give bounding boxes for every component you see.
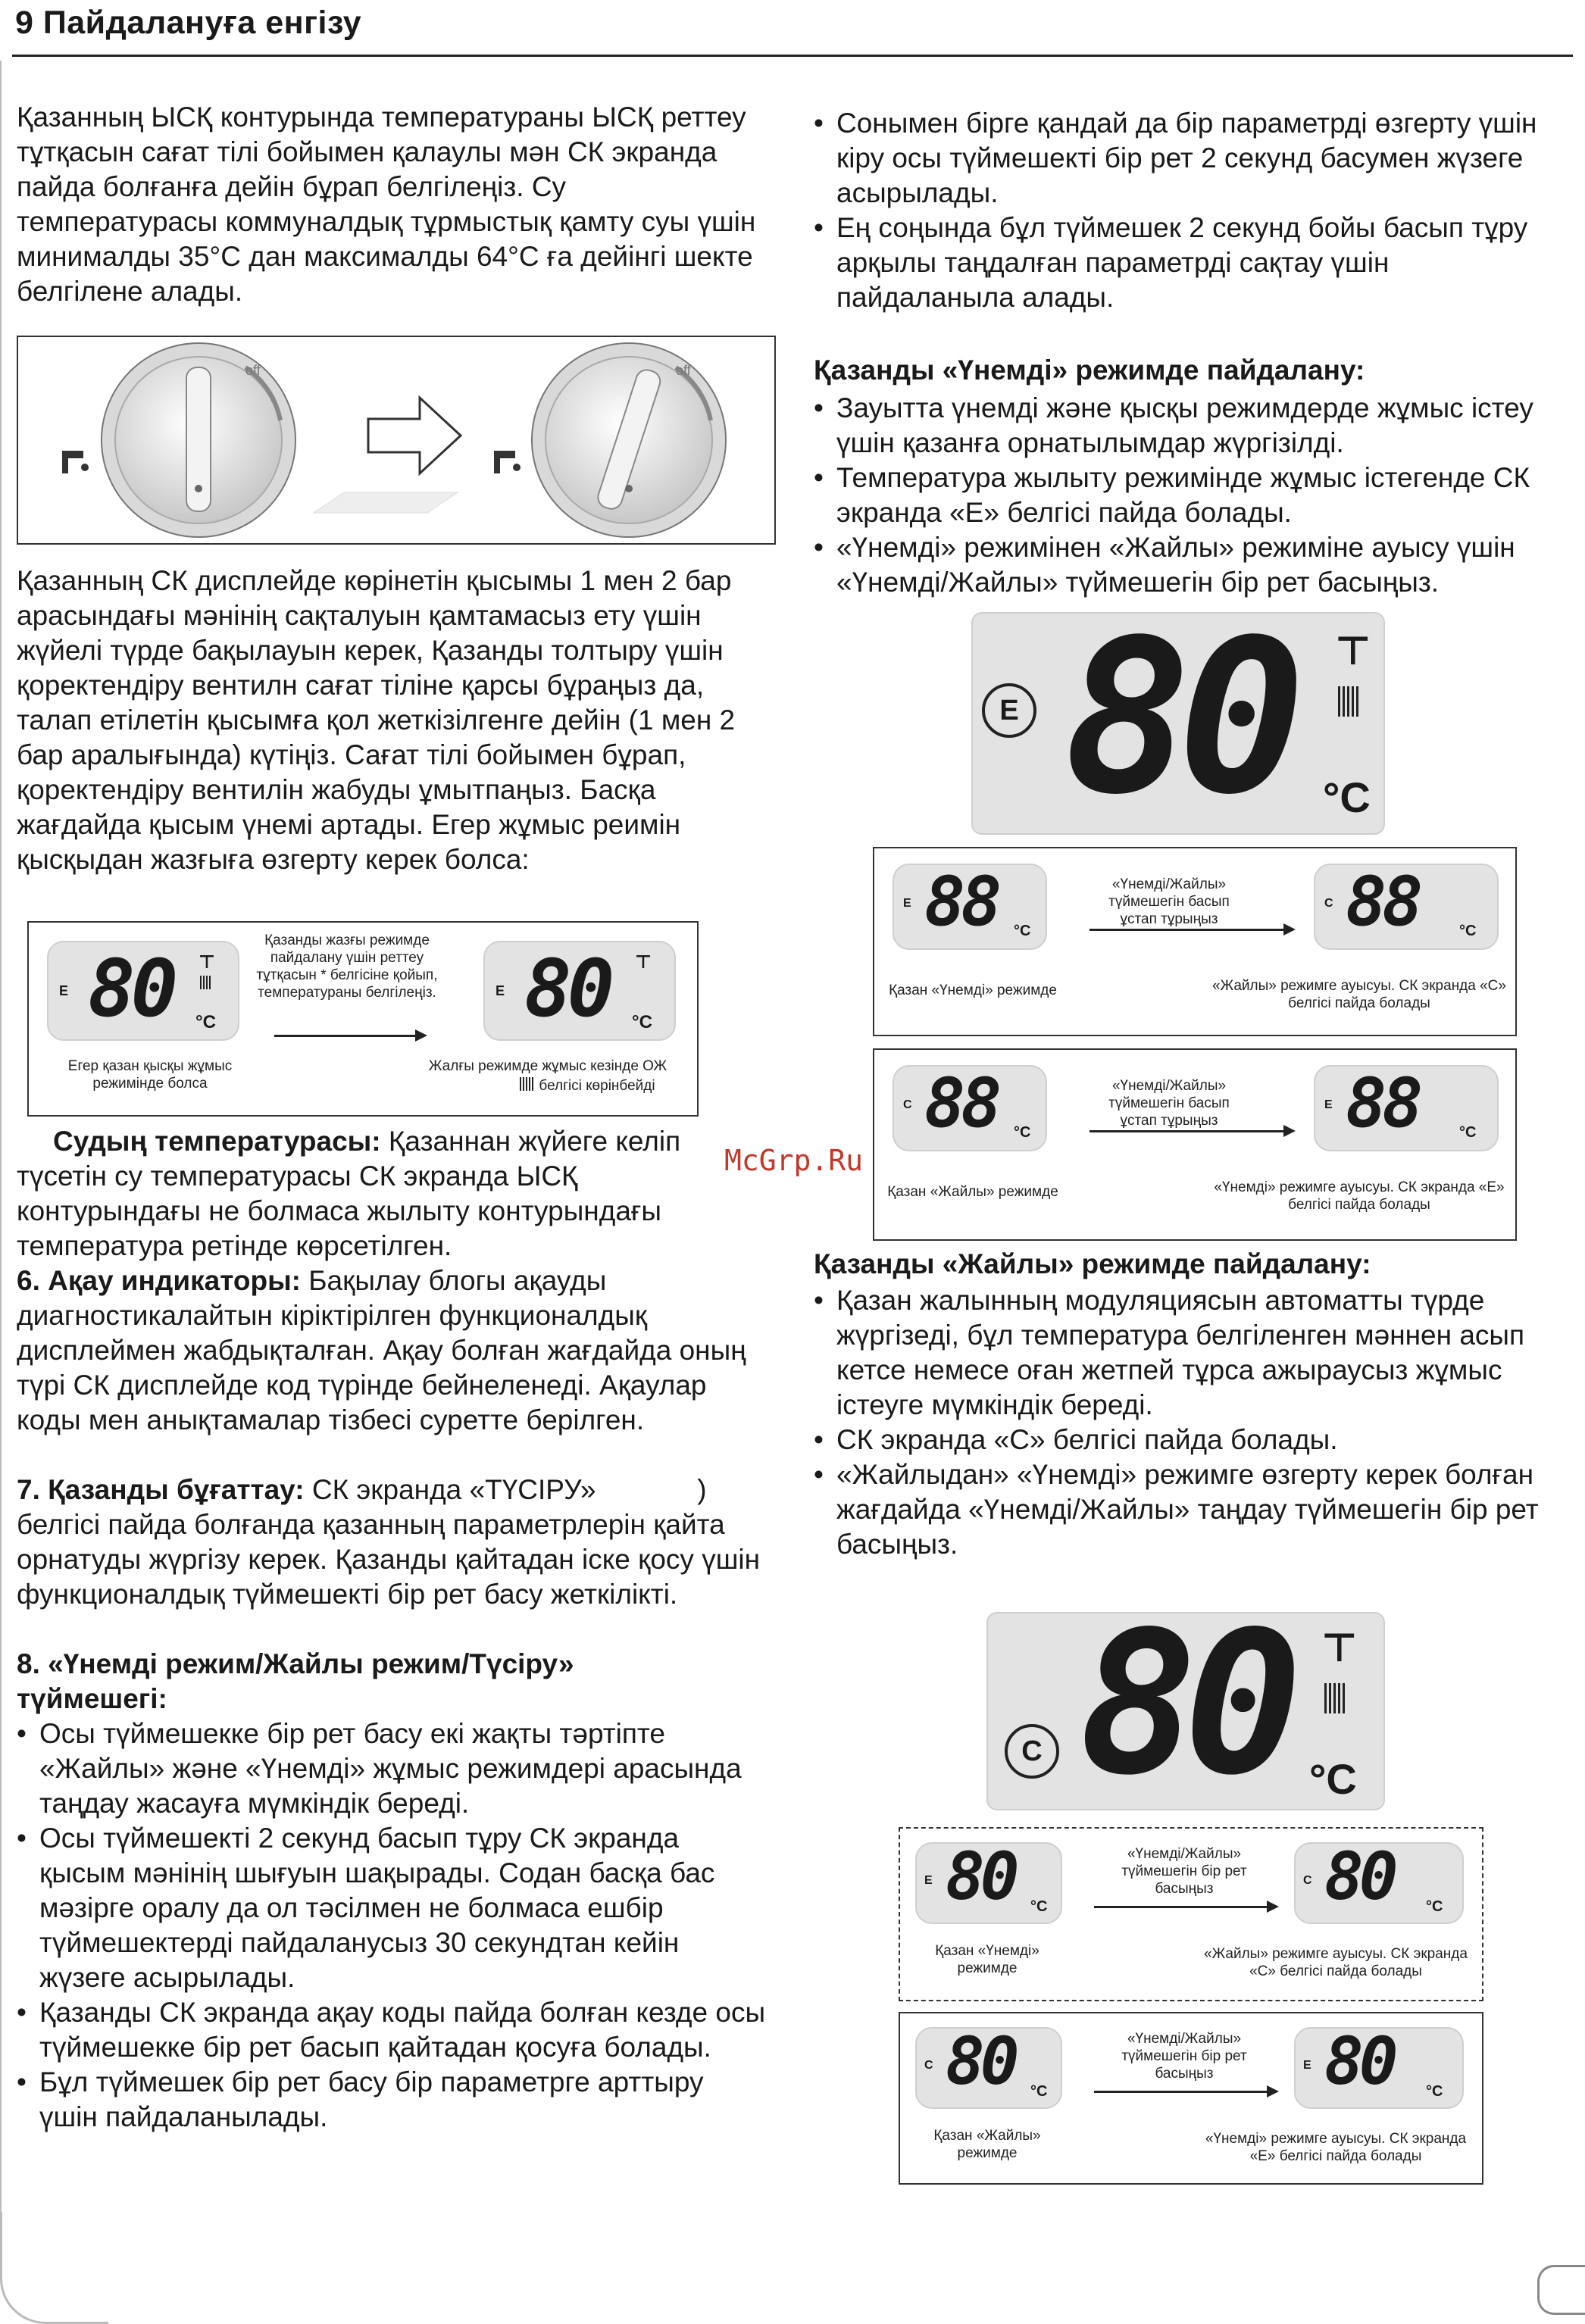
summer-caption: Жалғы режимде жұмыс кезінде ОЖ — [428, 1058, 667, 1074]
intro-paragraph: Қазанның ЫСҚ контурында температураны ЫСҚ реттеу тұтқасын сағат тілі бойымен қалаулы мән СК экранда пайда болғанға дейін бұрап белгілеңіз. Су температурасы коммуналдық тұрмыстық қамту суы үшін минималды 35°C дан максималды 64°C ға дейінгі шекте белгілене алады. — [17, 102, 756, 307]
lcd-right — [1294, 1839, 1464, 1924]
svg-text:off: off — [676, 363, 691, 378]
caption-left: Қазан «Жайлы» режимде — [933, 2128, 1041, 2161]
radiator-icon — [1338, 686, 1359, 717]
arrow-head — [1267, 1901, 1279, 1913]
lcd-value: 88 — [1346, 1064, 1419, 1143]
tap-icon: ⊤ — [199, 952, 215, 973]
lcd-value: 80 — [88, 942, 174, 1035]
lcd-left — [893, 1065, 1047, 1151]
bullet-item: • Бұл түймешек бір рет басу бір параметрге арттыру үшін пайдаланылады. — [17, 2065, 767, 2135]
winter-caption: Егер қазан қысқы жұмыс режимінде болса — [67, 1058, 233, 1092]
arrow-right-icon — [1094, 1906, 1268, 1908]
unit-label: °C — [1030, 1898, 1048, 1915]
economy-heading: Қазанды «Үнемді» режимде пайдалану: — [814, 355, 1365, 386]
lcd-right — [1294, 2024, 1464, 2109]
lcd-display-right — [483, 941, 676, 1041]
lcd-value: 80 — [946, 2024, 1015, 2100]
lcd-display-left — [47, 941, 239, 1041]
bullet-item: • Температура жылыту режимінде жұмыс істегенде СК экранда «Е» белгісі пайда болады. — [814, 461, 1564, 530]
mode-switch-figure-a-2 — [873, 1048, 1517, 1241]
fault-indicator-label: 6. Ақау индикаторы: — [17, 1265, 301, 1296]
mode-indicator: E — [496, 983, 505, 998]
page-frame-line — [0, 61, 11, 2242]
mode-badge: E — [982, 683, 1036, 738]
caption-right: «Үнемді» режимге ауысуы. СК экранда «Е» белгісі пайда болады — [1214, 1179, 1505, 1213]
unit-label: °C — [1459, 1124, 1477, 1141]
knob-right — [532, 343, 726, 537]
tap-icon: ⊤ — [1335, 629, 1371, 673]
big-lcd-economy — [971, 595, 1385, 842]
unit-label: °C — [1014, 1124, 1031, 1141]
caption-right: «Үнемді» режимге ауысуы. СК экранда «Е» белгісі пайда болады — [1205, 2131, 1467, 2164]
mode-indicator: E — [924, 1874, 933, 1887]
arrow-label: «Үнемді/Жайлы» түймешегін басып ұстап тұрыңыз — [1108, 1078, 1230, 1129]
bullet-item: • Осы түймешекті 2 секунд басып тұру СК экранда қысым мәнінің шығуын шақырады. Содан басқа бас мәзірге оралу да ол тәсілмен не болмаса ешбір түймешектерді пайдаланусыз 30 секундтан кейін жүзеге асырылады. — [17, 1821, 767, 1995]
bullet-item: • Ең соңында бұл түймешек 2 секунд бойы басып тұру арқылы таңдалған параметрді сақтау үшін пайдаланыла алады. — [814, 211, 1564, 315]
mode-indicator: C — [1324, 897, 1333, 910]
fault-indicator-text: Бақылау блогы ақауды диагностикалайтын кіріктірілген функционалдық дисплеймен жабдықталған. Ақау болған жағдайда оның түрі СК дисплейде код түрінде бейнеленеді. Ақаулар коды мен анықтамалар тізбесі суретте берілген. — [17, 1265, 746, 1435]
bullet-item: • Қазанды СК экранда ақау коды пайда болған кезде осы түймешекке бір рет басып қайтадан қосуға болады. — [17, 1995, 767, 2065]
arrow-right-icon — [1089, 1130, 1285, 1132]
arrow-head — [1283, 1125, 1296, 1137]
lcd-left — [915, 1839, 1062, 1924]
mode-indicator: E — [903, 897, 911, 910]
boiler-lock-text: СК экранда «ТҮСІРУ» ) белгісі пайда болғанда қазанның параметрлерін қайта орнатуды жүргізу керек. Қазанды қайтадан іске қосу үшін функционалдық түймешекті бір рет басу жеткілікті. — [17, 1474, 761, 1610]
comfort-heading: Қазанды «Жайлы» режимде пайдалану: — [814, 1248, 1371, 1279]
summer-note: Қазанды жазғы режимде пайдалану үшін реттеу тұтқасын * белгісіне қойып, температураны белгілеңіз. — [256, 932, 438, 1001]
unit-label: °C — [1459, 923, 1477, 939]
button-section-heading: 8. «Үнемді режим/Жайлы режим/Түсіру» түймешегі: — [17, 1648, 574, 1714]
page-corner-tab — [1537, 2265, 1585, 2315]
arrow-head — [1267, 2085, 1279, 2098]
bullet-item: • «Үнемді» режимінен «Жайлы» режиміне ауысу үшін «Үнемді/Жайлы» түймешегін бір рет басыңыз. — [814, 530, 1564, 600]
page-corner-arc — [0, 2212, 108, 2324]
knob-figure — [17, 336, 776, 545]
svg-text:off: off — [245, 363, 261, 378]
lcd-right — [1314, 864, 1499, 950]
arrow-label: «Үнемді/Жайлы» түймешегін бір рет басыңыз — [1121, 2031, 1247, 2082]
arrow-head — [1283, 923, 1296, 936]
caption-left: Қазан «Үнемді» режимде — [889, 982, 1057, 998]
boiler-lock-paragraph — [17, 1473, 767, 1612]
boiler-lock-label: 7. Қазанды бұғаттау: — [17, 1474, 305, 1505]
arrow-right-icon — [314, 398, 461, 513]
radiator-icon — [200, 976, 211, 989]
mode-indicator: E — [1324, 1098, 1333, 1111]
water-temp-paragraph — [17, 1124, 767, 1264]
watermark: McGrp.Ru — [724, 1144, 864, 1177]
page-title: 9 Пайдалануға енгізу — [15, 5, 362, 41]
lcd-value: 80 — [524, 942, 611, 1035]
lcd-value: 80 — [1324, 2024, 1394, 2100]
mode-indicator: C — [903, 1098, 912, 1111]
button-bullets — [17, 1716, 767, 2135]
unit-label: °C — [1426, 2083, 1443, 2100]
bullet-item: • Қазан жалынның модуляциясын автоматты түрде жүргізеді, бұл температура белгіленген мәннен асып кетсе немесе оған жетпей тұрса ажыраусыз жұмыс істеуге мүмкіндік береді. — [814, 1283, 1564, 1423]
arrow-label: «Үнемді/Жайлы» түймешегін басып ұстап тұрыңыз — [1108, 876, 1230, 927]
lcd-value: 88 — [924, 862, 998, 942]
unit-label: °C — [1426, 1898, 1443, 1915]
mode-indicator: C — [924, 2059, 933, 2072]
mode-badge: C — [1005, 1724, 1059, 1779]
lcd-right — [1314, 1065, 1499, 1151]
bullet-item: • Осы түймешекке бір рет басу екі жақты тәртіпте «Жайлы» және «Үнемді» жұмыс режимдері арасында таңдау жасауға мүмкіндік береді. — [17, 1716, 767, 1821]
tap-icon: ⊤ — [635, 952, 652, 973]
unit-label: °C — [1323, 773, 1371, 821]
header-rule — [12, 55, 1573, 57]
lcd-value: 80 — [1324, 1839, 1394, 1915]
summer-mode-figure — [27, 921, 699, 1117]
pressure-paragraph: Қазанның СК дисплейде көрінетін қысымы 1 мен 2 бар арасындағы мәнінің сақталуын қамтамасыз ету үшін жүйелі түрде бақылауын керек, Қазанды толтыру үшін қоректендіру вентилн сағат тіліне қарсы бұраңыз да, талап етілетін қысымға қол жеткізілгенге дейін (1 мен 2 бар аралығында) күтіңіз. Сағат тілі бойымен бұрап, қоректендіру вентилін жабуды ұмытпаңыз. Басқа жағдайда қысым үнемі артады. Егер жұмыс реимін қысқыдан жазғыға өзгерту керек болса: — [17, 565, 736, 875]
caption-right: «Жайлы» режимге ауысуы. СК экранда «С» белгісі пайда болады — [1204, 1946, 1468, 1979]
unit-label: °C — [1309, 1755, 1357, 1803]
knob-left — [102, 343, 295, 537]
radiator-icon — [1324, 1683, 1346, 1713]
unit-label: °C — [1030, 2083, 1048, 2100]
knob-illustration — [18, 337, 774, 543]
big-lcd-comfort — [986, 1590, 1385, 1819]
mode-switch-figure-a — [873, 847, 1517, 1036]
right-top-bullets — [814, 106, 1564, 315]
arrow-right-icon — [1089, 929, 1285, 931]
economy-bullets — [814, 391, 1564, 600]
water-temp-label: Судың температурасы: — [53, 1126, 381, 1157]
tap-icon — [62, 451, 89, 473]
unit-label: °C — [632, 1012, 652, 1032]
unit-label: °C — [195, 1012, 216, 1032]
mode-switch-figure-b — [899, 1827, 1483, 2001]
lcd-value: 88 — [1346, 862, 1419, 942]
caption-left: Қазан «Үнемді» режимде — [935, 1943, 1039, 1976]
bullet-item: • Сонымен бірге қандай да бір параметрді өзгерту үшін кіру осы түймешекті бір рет 2 секунд басумен жүзеге асырылады. — [814, 106, 1564, 211]
summer-caption-2: белгісі көрінбейді — [539, 1078, 655, 1094]
mode-switch-figure-b-2 — [899, 2012, 1483, 2185]
mode-indicator: C — [1303, 1874, 1312, 1887]
tap-icon: ⊤ — [1321, 1626, 1358, 1670]
lcd-left — [893, 864, 1047, 950]
unit-label: °C — [1014, 923, 1031, 939]
caption-right: «Жайлы» режимге ауысуы. СК экранда «С» белгісі пайда болады — [1212, 978, 1506, 1011]
lcd-value: 80 — [946, 1839, 1015, 1915]
lcd-left — [915, 2024, 1062, 2109]
caption-left: Қазан «Жайлы» режимде — [887, 1184, 1058, 1200]
arrow-right-icon — [274, 1035, 418, 1037]
tap-icon — [494, 451, 521, 473]
bullet-item: • Зауытта үнемді және қысқы режимдерде жұмыс істеу үшін қазанға орнатылымдар жүргізілді. — [814, 391, 1564, 461]
arrow-head — [415, 1029, 427, 1042]
water-temp-text: Қазаннан жүйеге келіп түсетін су температурасы СК экранда ЫСҚ контурындағы не болмаса жылыту контурындағы температура ретінде көрсетілген. — [17, 1126, 681, 1261]
mode-indicator: E — [59, 983, 69, 998]
lcd-value: 80 — [1079, 1590, 1290, 1819]
radiator-icon — [520, 1077, 533, 1091]
lcd-value: 80 — [1064, 595, 1293, 842]
comfort-bullets — [814, 1283, 1564, 1562]
arrow-label: «Үнемді/Жайлы» түймешегін бір рет басыңыз — [1121, 1846, 1247, 1897]
lcd-value: 88 — [924, 1064, 998, 1143]
arrow-right-icon — [1094, 2091, 1268, 2093]
mode-indicator: E — [1303, 2059, 1311, 2072]
fault-indicator-paragraph — [17, 1264, 767, 1438]
bullet-item: • СК экранда «С» белгісі пайда болады. — [814, 1423, 1564, 1457]
bullet-item: • «Жайлыдан» «Үнемді» режимге өзгерту керек болған жағдайда «Үнемді/Жайлы» таңдау түймешегін бір рет басыңыз. — [814, 1457, 1564, 1562]
